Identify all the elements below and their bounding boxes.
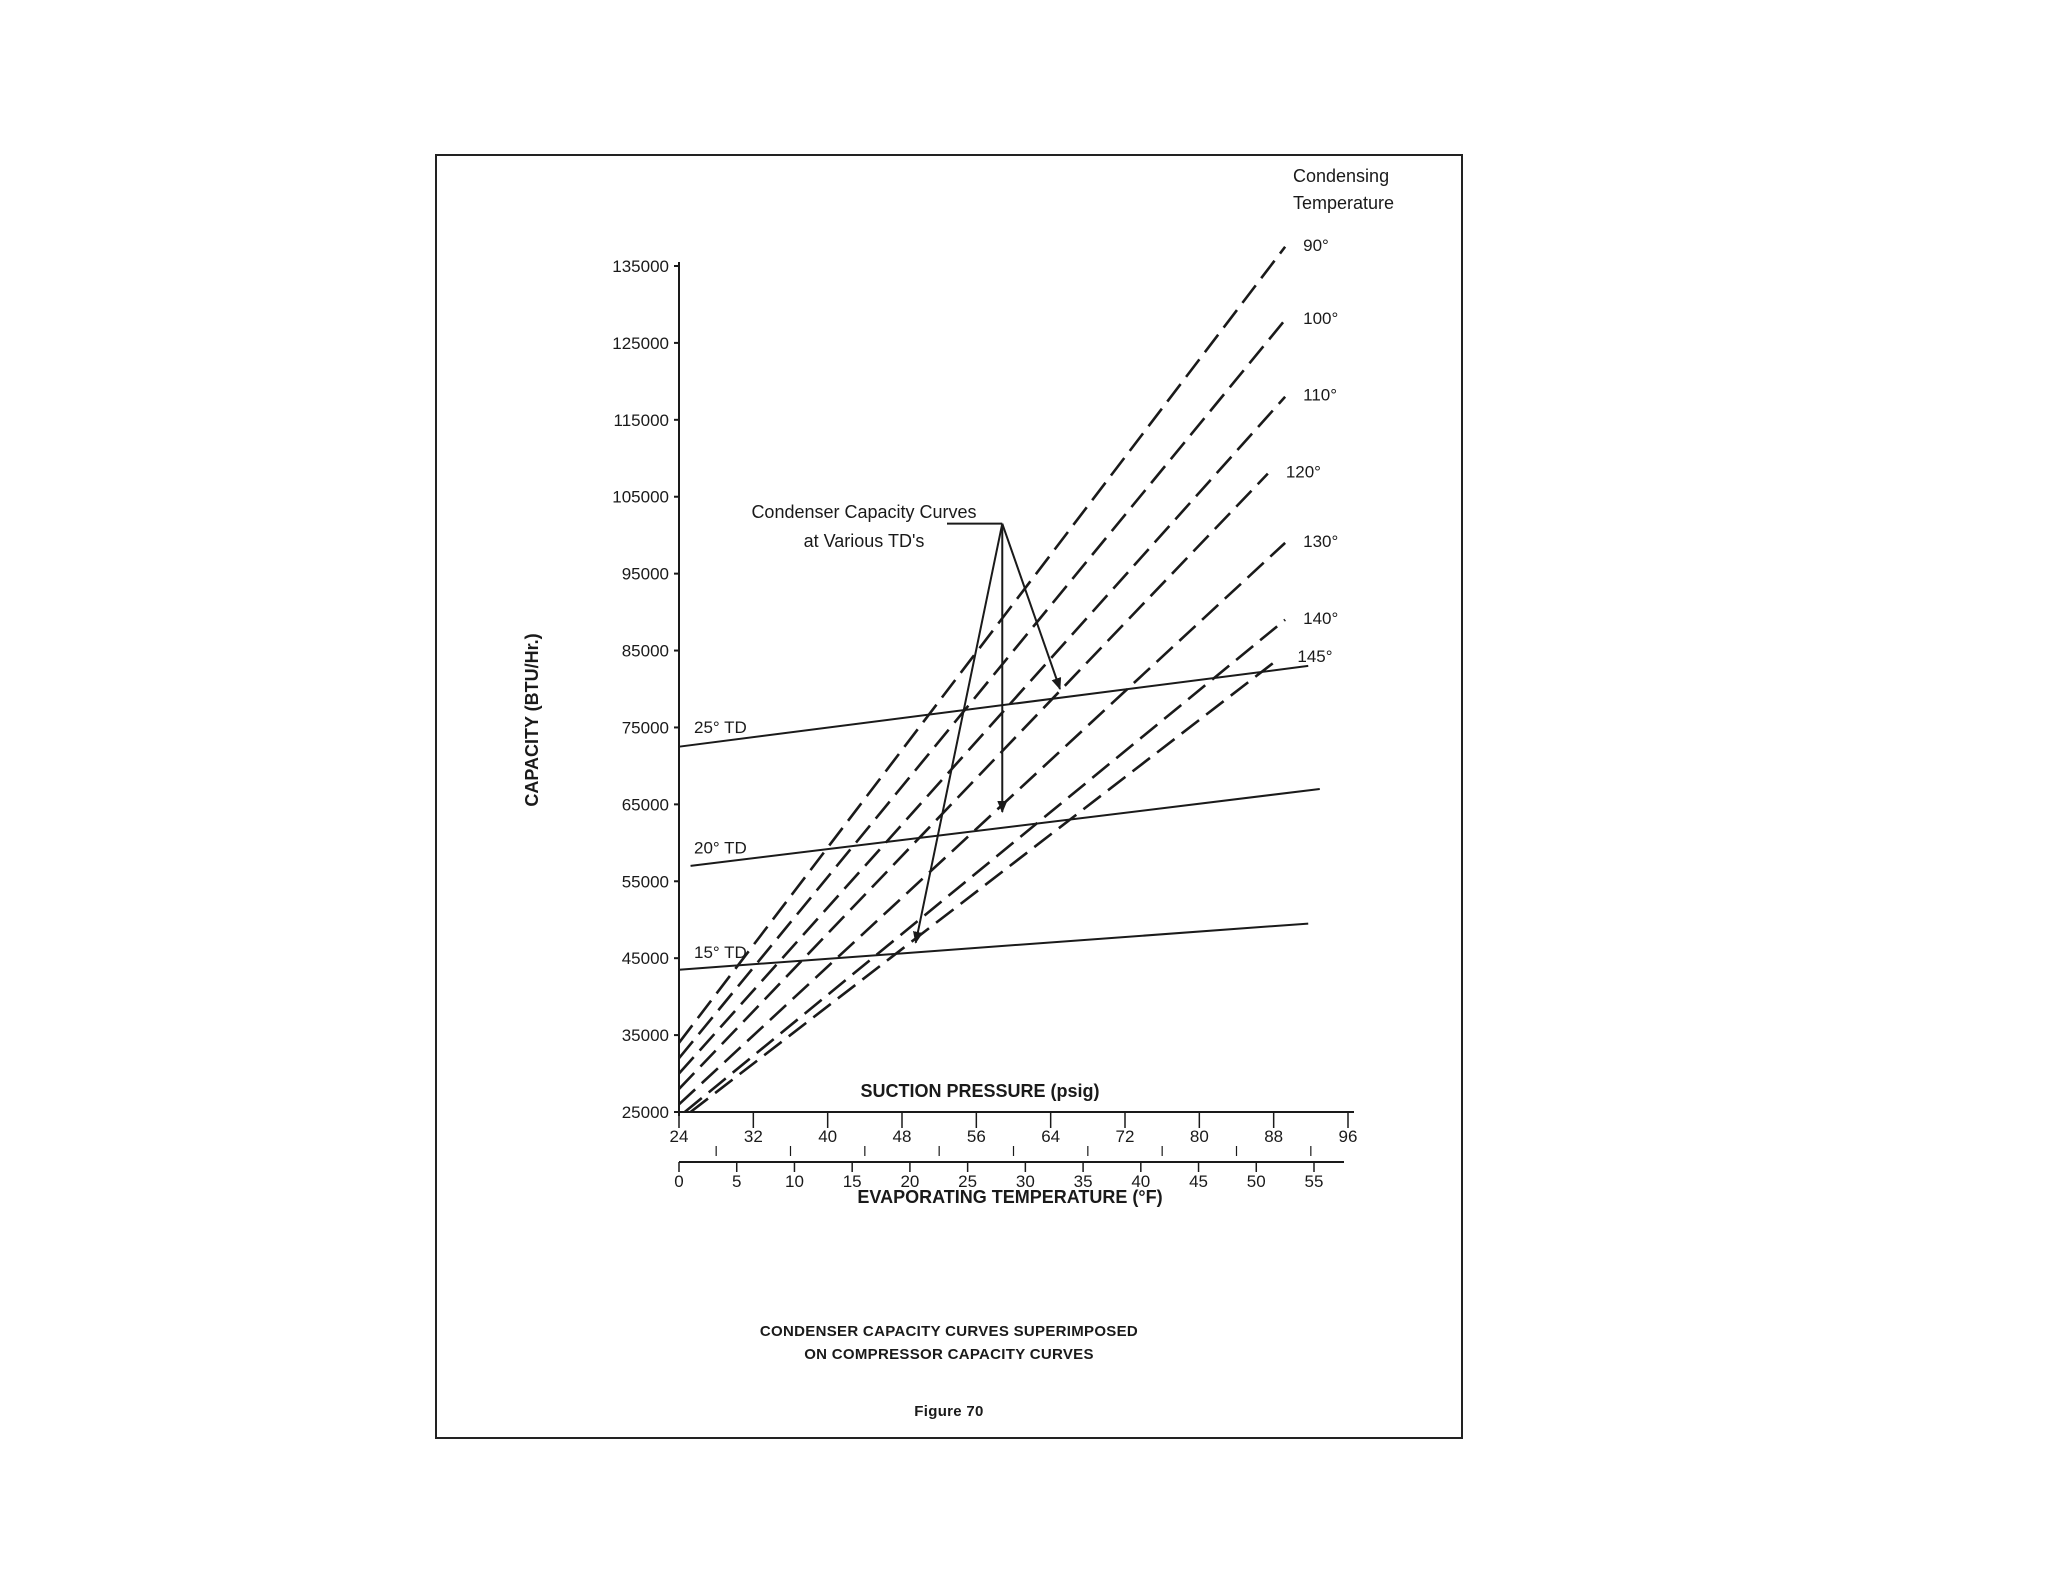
legend-title-line1: Condensing	[1293, 166, 1390, 186]
y-tick-label: 105000	[612, 487, 669, 507]
secondary-x-axis-label: SUCTION PRESSURE (psig)	[860, 1081, 1100, 1101]
secondary-x-tick-label: 40	[818, 1127, 838, 1146]
x-tick-label: 10	[784, 1172, 804, 1191]
condensing-label: 145°	[1297, 647, 1333, 667]
secondary-x-tick-label: 64	[1041, 1127, 1061, 1146]
x-tick-label: 0	[674, 1172, 684, 1191]
x-tick-label: 20	[900, 1172, 920, 1191]
x-tick-label: 50	[1246, 1172, 1266, 1191]
legend-title-line2: Temperature	[1293, 193, 1395, 213]
condensing-line-90	[679, 247, 1285, 1043]
td-label: 15° TD	[694, 943, 747, 963]
x-tick-label: 45	[1189, 1172, 1209, 1191]
y-tick-label: 85000	[621, 641, 669, 661]
y-tick-label: 115000	[613, 410, 669, 430]
td-label: 25° TD	[694, 717, 747, 737]
x-tick-label: 30	[1015, 1172, 1035, 1191]
secondary-x-tick-label: 96	[1338, 1127, 1358, 1146]
condensing-label: 100°	[1303, 308, 1339, 328]
condensing-label: 120°	[1285, 462, 1321, 482]
y-axis-label: CAPACITY (BTU/Hr.)	[522, 633, 542, 807]
y-tick-label: 65000	[621, 795, 669, 815]
td-line-15	[679, 924, 1308, 970]
x-tick-label: 35	[1073, 1172, 1093, 1191]
x-tick-label: 15	[842, 1172, 862, 1191]
condensing-label: 110°	[1303, 385, 1338, 405]
condensing-label: 140°	[1303, 608, 1339, 628]
condensing-label: 90°	[1303, 235, 1329, 255]
caption-line-1: CONDENSER CAPACITY CURVES SUPERIMPOSED	[759, 1323, 1139, 1340]
condensing-line-130	[679, 543, 1285, 1104]
secondary-x-tick-label: 24	[669, 1127, 689, 1146]
annotation-line2: at Various TD's	[803, 531, 925, 551]
condensing-line-120	[679, 474, 1268, 1089]
td-line-25	[679, 666, 1308, 747]
secondary-x-tick-label: 72	[1115, 1127, 1135, 1146]
td-label: 20° TD	[694, 838, 747, 858]
x-axis-label: EVAPORATING TEMPERATURE (°F)	[857, 1187, 1163, 1207]
y-tick-label: 95000	[621, 564, 669, 584]
secondary-x-tick-label: 88	[1264, 1127, 1284, 1146]
secondary-x-tick-label: 48	[892, 1127, 912, 1146]
caption-line-2: ON COMPRESSOR CAPACITY CURVES	[804, 1346, 1094, 1363]
secondary-x-tick-label: 80	[1189, 1127, 1209, 1146]
y-tick-label: 35000	[621, 1026, 669, 1046]
y-tick-label: 55000	[621, 872, 669, 892]
annotation-arrow	[916, 524, 1003, 943]
condensing-line-140	[685, 620, 1285, 1112]
y-tick-label: 125000	[612, 333, 669, 353]
secondary-x-tick-label: 32	[743, 1127, 763, 1146]
condensing-line-145	[691, 658, 1280, 1112]
secondary-x-tick-label: 56	[966, 1127, 986, 1146]
y-tick-label: 135000	[612, 257, 669, 276]
annotation-line1: Condenser Capacity Curves	[751, 502, 977, 522]
x-tick-label: 5	[731, 1172, 742, 1191]
x-tick-label: 25	[958, 1172, 978, 1191]
x-tick-label: 40	[1131, 1172, 1151, 1191]
y-tick-label: 25000	[621, 1103, 669, 1122]
y-tick-label: 75000	[621, 718, 669, 738]
x-tick-label: 55	[1304, 1172, 1324, 1191]
condensing-label: 130°	[1303, 531, 1339, 551]
y-tick-label: 45000	[621, 949, 669, 969]
figure-label: Figure 70	[914, 1403, 984, 1420]
